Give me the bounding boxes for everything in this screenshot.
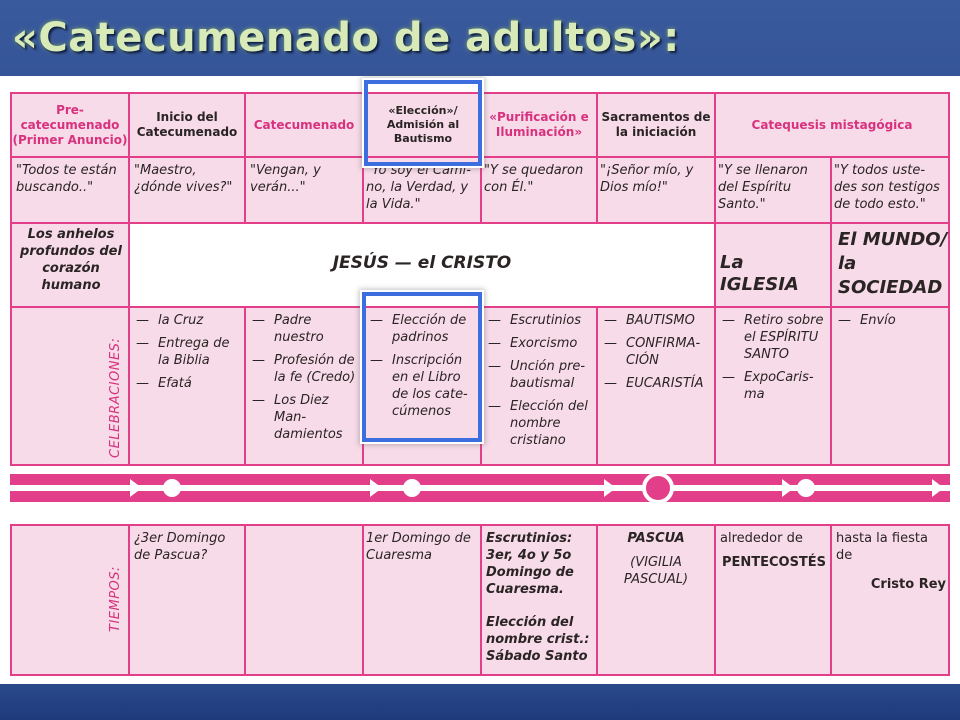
quote-1: "Todos te están buscando.." bbox=[16, 163, 117, 195]
quote-5: "Y se quedaron con Él." bbox=[484, 163, 584, 195]
celebration-item: — Elección del nombre cristiano bbox=[488, 398, 594, 449]
celebration-item: — Envío bbox=[838, 312, 946, 329]
tiempo-col-1: ¿3er Domingo de Pascua? bbox=[134, 531, 226, 563]
quote-8: "Y todos uste- des son testigos de todo esto." bbox=[834, 163, 940, 212]
tiempo-col-5a: PASCUA bbox=[627, 531, 685, 546]
header-catecumenado: Catecumenado bbox=[253, 117, 355, 132]
catechumenate-table bbox=[0, 76, 960, 684]
header-inicio: Inicio del Catecumenado bbox=[136, 110, 238, 139]
footer-strip bbox=[0, 684, 960, 720]
celebraciones-col-5 bbox=[604, 312, 710, 462]
header-mistagogica: Catequesis mistagógica bbox=[751, 117, 913, 132]
tiempo-col-4b: Elección del nombre crist.: Sábado Santo bbox=[486, 615, 590, 664]
celebration-item: — BAUTISMO bbox=[604, 312, 710, 329]
celebration-item: — CONFIRMA- CIÓN bbox=[604, 335, 710, 369]
header-eleccion: «Elección»/ Admisión al Bautismo bbox=[386, 104, 460, 145]
celebration-item: — ExpoCaris- ma bbox=[722, 369, 828, 403]
timeline-arrow-bar bbox=[10, 474, 950, 502]
highlight-eleccion-header bbox=[364, 80, 482, 166]
header-sacramentos: Sacramentos de la iniciación bbox=[601, 110, 711, 139]
slide-title: «Catecumenado de adultos»: bbox=[12, 15, 680, 61]
celebraciones-col-1 bbox=[136, 312, 240, 462]
quote-6: "¡Señor mío, y Dios mío!" bbox=[600, 163, 694, 195]
celebration-item: — Profesión de la fe (Credo) bbox=[252, 352, 360, 386]
quote-2: "Maestro, ¿dónde vives?" bbox=[134, 163, 233, 195]
celebraciones-col-2 bbox=[252, 312, 360, 462]
celebration-item: — EUCARISTÍA bbox=[604, 375, 710, 392]
celebration-item: — Exorcismo bbox=[488, 335, 594, 352]
header-purificacion: «Purificación e Iluminación» bbox=[489, 110, 589, 139]
celebraciones-col-6 bbox=[722, 312, 828, 462]
tiempos-label: TIEMPOS: bbox=[108, 566, 123, 632]
jesus-cristo: JESÚS — el CRISTO bbox=[332, 253, 512, 273]
tiempo-col-3: 1er Domingo de Cuaresma bbox=[366, 531, 471, 563]
celebration-item: — la Cruz bbox=[136, 312, 240, 329]
celebration-item: — Los Diez Man- damientos bbox=[252, 392, 360, 443]
celebration-item: — Elección de padrinos bbox=[370, 312, 476, 346]
tiempo-col-6b: PENTECOSTÉS bbox=[721, 555, 827, 570]
tiempo-col-7a: hasta la fiesta de bbox=[836, 531, 928, 563]
celebration-item: — Entrega de la Biblia bbox=[136, 335, 240, 369]
la-iglesia: La IGLESIA bbox=[720, 252, 799, 295]
celebraciones-col-7 bbox=[838, 312, 946, 462]
celebration-item: — Retiro sobre el ESPÍRITU SANTO bbox=[722, 312, 828, 363]
quote-3: "Vengan, y verán..." bbox=[250, 163, 321, 195]
celebration-item: — Efatá bbox=[136, 375, 240, 392]
quote-7: "Y se llenaron del Espíritu Santo." bbox=[718, 163, 808, 212]
celebration-item: — Unción pre- bautismal bbox=[488, 358, 594, 392]
tiempo-col-6a: alrededor de bbox=[720, 531, 803, 546]
anhelos-cell: Los anhelos profundos del corazón humano bbox=[20, 227, 122, 293]
celebraciones-col-4 bbox=[488, 312, 594, 462]
celebraciones-label: CELEBRACIONES: bbox=[108, 337, 123, 458]
highlight-eleccion-celebraciones bbox=[362, 292, 482, 442]
tiempo-col-5b: (VIGILIA PASCUAL) bbox=[623, 555, 689, 587]
quote-4: "Yo soy el Cami- no, la Verdad, y la Vida." bbox=[366, 163, 471, 212]
celebration-item: — Padre nuestro bbox=[252, 312, 360, 346]
tiempo-col-4a: Escrutinios: 3er, 4o y 5o Domingo de Cuaresma. bbox=[486, 531, 574, 597]
tiempo-col-7b: Cristo Rey bbox=[870, 577, 946, 592]
celebration-item: — Inscripción en el Libro de los cate- cúmenos bbox=[370, 352, 476, 420]
header-precatecumenado: Pre-catecumenado (Primer Anuncio) bbox=[12, 102, 128, 147]
el-mundo: El MUNDO/ la SOCIEDAD bbox=[838, 229, 948, 298]
celebration-item: — Escrutinios bbox=[488, 312, 594, 329]
